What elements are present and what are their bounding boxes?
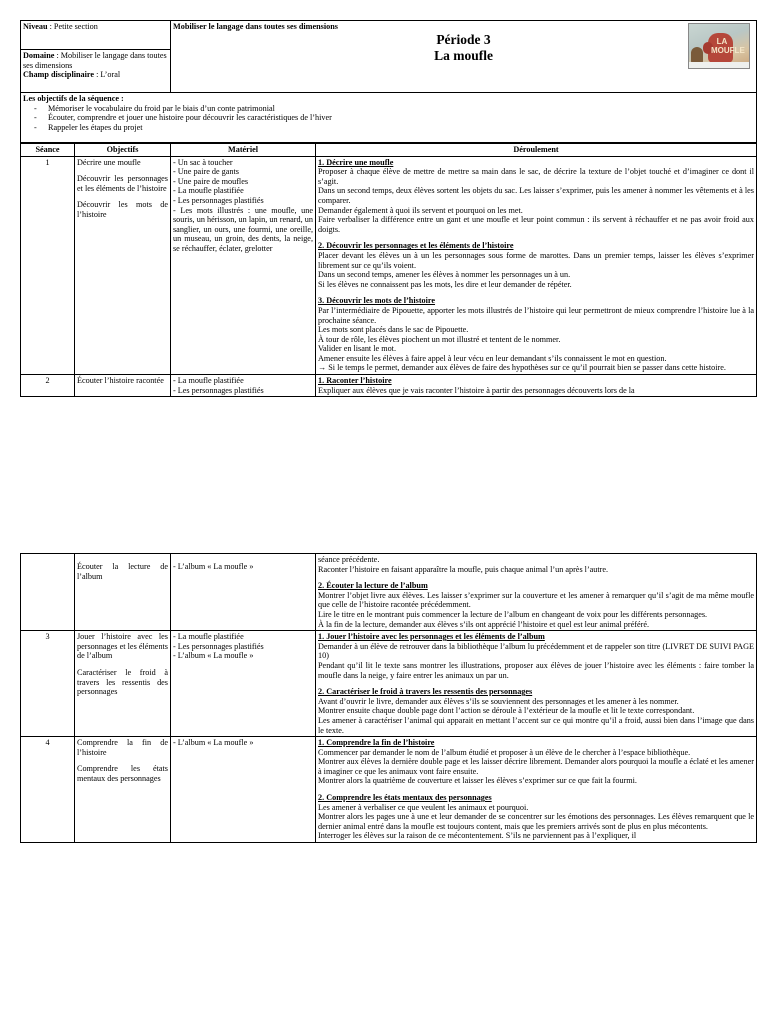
step-text: → Si le temps le permet, demander aux élèves de faire des hypothèses sur ce qu’il pourrait bien se passer dans cette histoire. xyxy=(318,363,726,373)
step-text: Demander à un élève de retrouver dans la bibliothèque l’album lu précédemment et de rappeler son titre (LIVRET DE SUIVI PAGE 10) xyxy=(318,641,754,661)
periode-title: Période 3 xyxy=(436,31,491,47)
step-text: Avant d’ouvrir le livre, demander aux élèves s’ils se souviennent des personnages et les amener à les nommer. xyxy=(318,696,679,706)
cover-title: LA MOUFLE xyxy=(711,37,745,55)
objective-item: - Mémoriser le vocabulaire du froid par le biais d’un conte patrimonial xyxy=(48,104,754,114)
domaine-cell xyxy=(21,50,171,93)
session-number: 1 xyxy=(21,156,75,374)
album-cover-image xyxy=(688,23,750,69)
col-objectifs: Objectifs xyxy=(75,144,171,157)
objective-text: Comprendre la fin de l’histoire xyxy=(77,738,168,757)
step-title: 2. Écouter la lecture de l’album xyxy=(318,581,428,591)
step-text: Montrer l’objet livre aux élèves. Les laisser s’exprimer sur la couverture et les amener à remarquer qu’il s’agit de ma même moufle que celle de l’histoire racontée précédemment. xyxy=(318,590,754,610)
top-title: Mobiliser le langage dans toutes ses dimensions xyxy=(173,22,338,31)
step-text: À tour de rôle, les élèves piochent un mot illustré et tentent de le nommer. xyxy=(318,334,561,344)
material-item: - L’album « La moufle » xyxy=(173,738,254,748)
step-text: Montrer ensuite chaque double page dont l’action se déroule à l’extérieur de la moufle et lit le texte correspondant. xyxy=(318,706,695,716)
step-text: Pendant qu’il lit le texte sans montrer les illustrations, proposer aux élèves de jouer l’histoire avec les éléments : faire tomber la moufle dans la neige, y faire entrer les animaux un par un. xyxy=(318,660,754,680)
niveau-label: Niveau xyxy=(23,22,48,31)
session-objectives xyxy=(75,737,171,843)
material-item: - La moufle plastifiée xyxy=(173,376,244,386)
step-text: séance précédente. xyxy=(318,555,380,564)
step-text: Les amener à verbaliser ce que veulent les animaux et pourquoi. xyxy=(318,802,529,812)
objective-item: - Écouter, comprendre et jouer une histoire pour découvrir les caractéristiques de l’hiver xyxy=(48,113,754,123)
session-materials xyxy=(171,554,316,631)
session-materials xyxy=(171,156,316,374)
material-item: - Les personnages plastifiés xyxy=(173,641,264,651)
step-text: Commencer par demander le nom de l’album étudié et proposer à un élève de le chercher à l’espace bibliothèque. xyxy=(318,747,691,757)
step-text: Valider en lisant le mot. xyxy=(318,344,396,354)
session-4-row xyxy=(21,737,757,843)
objectives-list xyxy=(23,104,754,133)
domaine-value: : Mobiliser le langage dans toutes ses dimensions xyxy=(23,51,167,70)
step-text: Faire verbaliser la différence entre un gant et une moufle et leur point commun : ils servent à réchauffer et ne pas avoir froid aux doigts. xyxy=(318,215,754,234)
session-materials xyxy=(171,631,316,737)
step-text: Les amener à caractériser l’animal qui apparait en mettant l’accent sur ce qui montre qu’il a froid, aussi bien dans l’image que dans le texte. xyxy=(318,715,754,735)
step-text: Demander également à quoi ils servent et pourquoi on les met. xyxy=(318,205,523,215)
session-1-row xyxy=(21,156,757,374)
step-text: Les mots sont placés dans le sac de Pipouette. xyxy=(318,325,469,335)
step-text: Lire le titre en le montrant puis commencer la lecture de l’album en changeant de voix pour les différents personnages. xyxy=(318,609,708,619)
step-title: 1. Jouer l’histoire avec les personnages et les éléments de l’album xyxy=(318,632,545,642)
objective-text: Découvrir les mots de l’histoire xyxy=(77,200,168,219)
material-item: - Les personnages plastifiés xyxy=(173,385,264,395)
sessions-table-continued xyxy=(20,553,757,843)
session-steps xyxy=(316,554,757,631)
objective-text: Découvrir les personnages et les éléments de l’histoire xyxy=(77,174,168,193)
step-text: Dans un second temps, amener les élèves à nommer les personnages un à un. xyxy=(318,270,571,280)
step-title: 1. Raconter l’histoire xyxy=(318,376,392,386)
step-text: Si les élèves ne connaissent pas les mots, les dire et leur demander de répéter. xyxy=(318,279,572,289)
material-item: - L’album « La moufle » xyxy=(173,562,254,571)
step-title: 2. Découvrir les personnages et les éléments de l’histoire xyxy=(318,241,514,251)
step-text: Amener ensuite les élèves à faire appel à leur vécu en leur demandant s’ils connaissent le mot en question. xyxy=(318,353,667,363)
champ-value: : L’oral xyxy=(94,70,121,80)
theme-title: La moufle xyxy=(434,47,493,63)
session-2-row xyxy=(21,375,757,397)
session-objectives xyxy=(75,631,171,737)
step-title: 2. Caractériser le froid à travers les ressentis des personnages xyxy=(318,687,533,697)
niveau-value: : Petite section xyxy=(47,22,98,31)
session-materials xyxy=(171,375,316,397)
objective-text: Jouer l’histoire avec les personnages et les éléments de l’album xyxy=(77,632,168,661)
session-objectives xyxy=(75,375,171,397)
session-3-row xyxy=(21,631,757,737)
step-title: 2. Comprendre les états mentaux des personnages xyxy=(318,793,492,803)
step-title: 1. Décrire une moufle xyxy=(318,157,394,167)
step-text: Montrer alors la quatrième de couverture et laisser les élèves s’exprimer sur ce que fait la fourmi. xyxy=(318,776,637,786)
material-item: - La moufle plastifiée xyxy=(173,186,244,196)
material-item: - Les mots illustrés : une moufle, une souris, un hérisson, un lapin, un renard, un sanglier, un ours, une fourmi, une oreille, un museau, un groin, des dents, la neige, se réchauffer, éclater, grelotter xyxy=(173,205,313,253)
session-objectives xyxy=(75,554,171,631)
material-item: - L’album « La moufle » xyxy=(173,651,254,661)
bear-icon xyxy=(691,47,703,63)
step-text: Placer devant les élèves un à un les personnages sous forme de marottes. Dans un premier temps, laisser les élèves s’exprimer librement sur ce qu’ils voient. xyxy=(318,250,754,270)
col-materiel: Matériel xyxy=(171,144,316,157)
step-text: À la fin de la lecture, demander aux élèves s’ils ont apprécié l’histoire et quel est leur animal préféré. xyxy=(318,619,649,629)
session-materials xyxy=(171,737,316,843)
step-title: 3. Découvrir les mots de l’histoire xyxy=(318,296,436,306)
objective-text: Écouter l’histoire racontée xyxy=(77,376,164,386)
champ-label: Champ disciplinaire xyxy=(23,70,95,80)
step-text: Montrer aux élèves la dernière double page et les laisser décrire librement. Demander alors pourquoi la moufle a éclaté et les amener à imaginer ce que les animaux vont faire ensuite. xyxy=(318,757,754,776)
page-2 xyxy=(20,553,757,843)
objective-text: Écouter la lecture de l’album xyxy=(77,562,168,581)
session-steps xyxy=(316,737,757,843)
material-item: - Un sac à toucher xyxy=(173,157,233,167)
page-1 xyxy=(20,20,757,397)
step-text: Par l’intermédiaire de Pipouette, apporter les mots illustrés de l’histoire qui leur permettront de mieux comprendre l’histoire lue à la prochaine séance. xyxy=(318,305,754,325)
objective-text: Décrire une moufle xyxy=(77,157,141,167)
sessions-table xyxy=(20,143,757,397)
objectives-title: Les objectifs de la séquence : xyxy=(23,94,124,103)
step-text: Expliquer aux élèves que je vais raconter l’histoire à partir des personnages découverts lors de la xyxy=(318,385,635,395)
step-text: Dans un second temps, deux élèves sortent les objets du sac. Les laisser s’exprimer, puis les amener à nommer les vêtements et à les comparer. xyxy=(318,186,754,205)
domaine-label: Domaine xyxy=(23,51,55,60)
step-text: Raconter l’histoire en faisant apparaître la moufle, puis chaque animal l’un après l’autre. xyxy=(318,564,609,574)
material-item: - Les personnages plastifiés xyxy=(173,195,264,205)
session-number: 3 xyxy=(21,631,75,737)
material-item: - Une paire de gants xyxy=(173,167,239,177)
col-seance: Séance xyxy=(21,144,75,157)
session-steps xyxy=(316,631,757,737)
objective-text: Caractériser le froid à travers les ressentis des personnages xyxy=(77,667,168,697)
objectives-cell xyxy=(21,93,757,143)
objectives-table xyxy=(20,93,757,143)
session-steps xyxy=(316,156,757,374)
period-cell xyxy=(171,21,757,93)
step-text: Proposer à chaque élève de mettre de mettre sa main dans le sac, de décrire la texture de l’objet touché et d’imaginer ce dont il s’agit. xyxy=(318,167,754,186)
session-number-empty xyxy=(21,554,75,631)
step-text: Montrer alors les pages une à une et leur demander de se concentrer sur les émotions des personnages. Les élèves remarquent que le dernier animal entré dans la moufle est toujours content, mais que les premiers arrivés sont de plus en plus mécontents. xyxy=(318,812,754,831)
snow-shape xyxy=(689,62,749,68)
material-item: - Une paire de moufles xyxy=(173,176,249,186)
col-deroulement: Déroulement xyxy=(316,144,757,157)
objective-text: Comprendre les états mentaux des personnages xyxy=(77,764,168,783)
session-objectives xyxy=(75,156,171,374)
step-title: 1. Comprendre la fin de l’histoire xyxy=(318,738,435,748)
session-number: 4 xyxy=(21,737,75,843)
step-text: Interroger les élèves sur la raison de ce mécontentement. S’ils ne parviennent pas à l’expliquer, il xyxy=(318,831,637,841)
session-2-continued-row xyxy=(21,554,757,631)
session-steps xyxy=(316,375,757,397)
session-number: 2 xyxy=(21,375,75,397)
header-table xyxy=(20,20,757,93)
objective-item: - Rappeler les étapes du projet xyxy=(48,123,754,133)
niveau-cell xyxy=(21,21,171,50)
material-item: - La moufle plastifiée xyxy=(173,632,244,642)
